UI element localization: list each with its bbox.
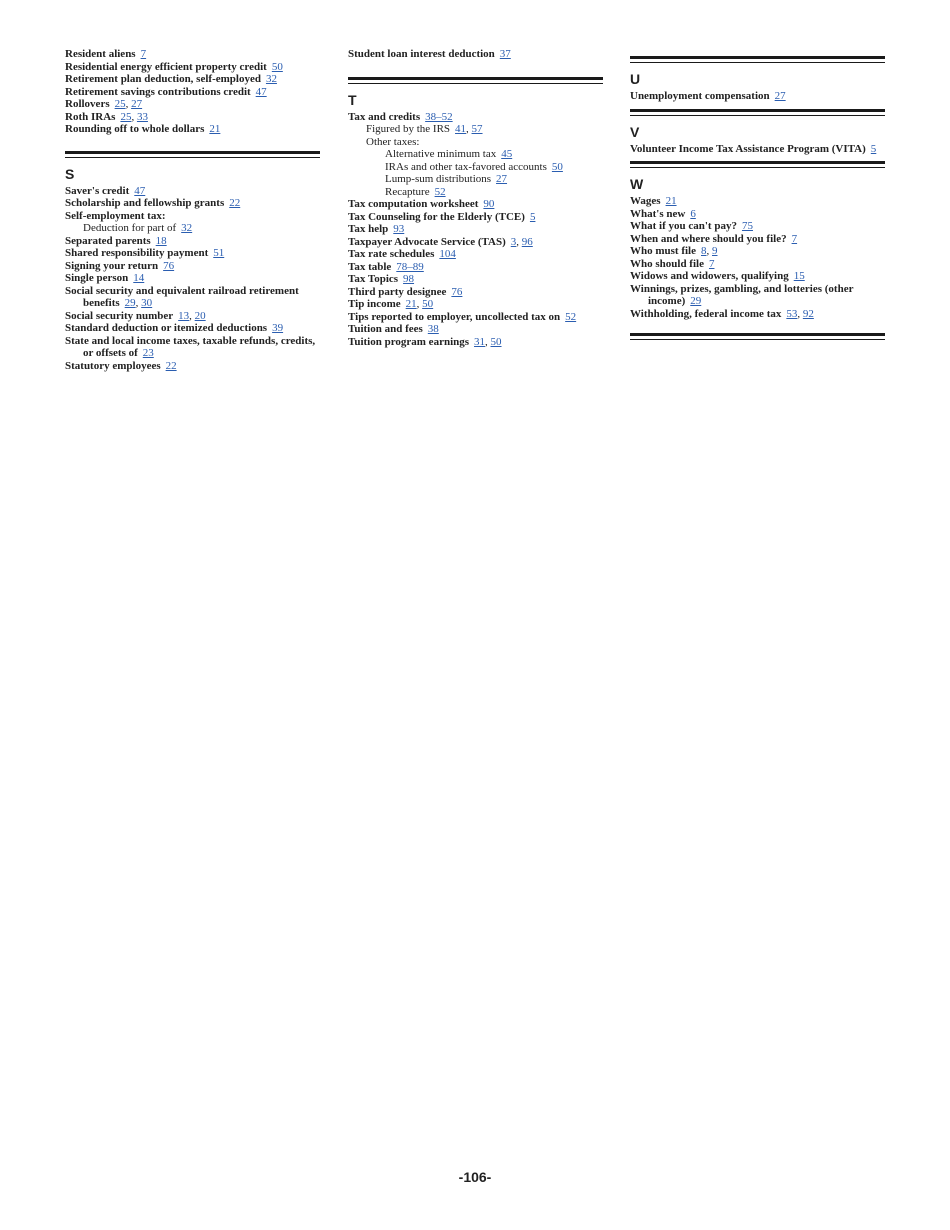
index-term: Standard deduction or itemized deductions — [65, 322, 268, 334]
section-divider — [630, 56, 885, 63]
page-link[interactable]: 14 — [133, 272, 145, 284]
index-term: Tuition and fees — [348, 323, 423, 335]
page-link[interactable]: 22 — [229, 197, 241, 209]
index-term: Recapture — [385, 185, 430, 198]
index-entry — [348, 336, 603, 349]
index-term: Shared responsibility payment — [65, 247, 209, 259]
page-link[interactable]: 21 — [665, 195, 677, 207]
index-term: Tips reported to employer, uncollected tax on — [348, 310, 561, 323]
page-references — [530, 211, 536, 223]
index-entry — [630, 233, 885, 246]
index-entry — [348, 298, 603, 311]
index-entry — [348, 111, 603, 124]
page-link[interactable]: 8 — [701, 245, 707, 257]
page-references — [439, 248, 456, 260]
index-term: Statutory employees — [65, 359, 161, 372]
page-link[interactable]: 5 — [529, 210, 536, 223]
page-references — [393, 223, 404, 235]
index-entry — [348, 173, 603, 186]
page-references: 41, 57 — [455, 123, 483, 135]
page-link[interactable]: 92 — [802, 307, 814, 320]
page-references — [496, 173, 507, 185]
index-term: Tax Topics — [348, 273, 399, 285]
page-link[interactable]: 76 — [163, 259, 175, 272]
page-references: 21, 50 — [405, 298, 434, 310]
page-link[interactable]: 7 — [708, 257, 715, 270]
index-entry — [348, 211, 603, 224]
page-link[interactable]: 7 — [140, 48, 147, 60]
page-references — [871, 143, 877, 155]
section-divider — [630, 333, 885, 340]
page-link[interactable]: 33 — [136, 110, 148, 123]
index-entry — [348, 186, 603, 199]
page-references — [435, 186, 446, 198]
page-link[interactable]: 13 — [178, 309, 190, 322]
page-link[interactable]: 52 — [565, 310, 577, 323]
page-link[interactable]: 15 — [793, 270, 805, 282]
page-link[interactable]: 25 — [120, 110, 132, 123]
page-link[interactable]: 27 — [131, 98, 143, 110]
index-term: Figured by the IRS — [366, 123, 451, 135]
page-number: -106- — [458, 1169, 492, 1185]
page-link[interactable]: 50 — [271, 60, 283, 73]
page-references — [565, 311, 576, 323]
page-link[interactable]: 93 — [393, 223, 405, 235]
index-term: Withholding, federal income tax — [630, 307, 782, 320]
page-link[interactable]: 50 — [422, 298, 434, 310]
page-link[interactable]: 30 — [141, 297, 153, 309]
page-references: 25, 33 — [120, 110, 148, 123]
index-term: Alternative minimum tax — [385, 148, 497, 160]
index-entry — [630, 208, 885, 221]
index-term: Volunteer Income Tax Assistance Program (VITA) — [630, 142, 866, 155]
page-references — [500, 48, 511, 60]
index-term: Student loan interest deduction — [348, 48, 495, 60]
page-references: 13, 20 — [178, 309, 206, 322]
index-term: Scholarship and fellowship grants — [65, 197, 225, 209]
index-term: Social security number — [65, 309, 174, 322]
page-link[interactable]: 98 — [403, 273, 415, 285]
page-link[interactable]: 32 — [265, 73, 277, 85]
page-references — [501, 148, 512, 160]
page-references — [690, 208, 696, 220]
index-entry — [630, 143, 885, 156]
page-references — [256, 86, 267, 98]
section-letter-v: V — [630, 123, 640, 140]
index-term: Tax computation worksheet — [348, 198, 479, 210]
page-references: 53, 92 — [786, 307, 814, 320]
index-entry — [630, 270, 885, 283]
page-link[interactable]: 39 — [272, 322, 284, 334]
index-entry — [630, 220, 885, 233]
index-entry — [65, 197, 320, 210]
index-entry — [65, 185, 320, 198]
page-references — [428, 323, 439, 335]
page-link[interactable]: 21 — [209, 123, 221, 135]
page-references — [666, 195, 677, 207]
page-references — [229, 197, 240, 209]
index-column-2 — [348, 48, 603, 348]
page-references — [166, 360, 177, 372]
index-entry — [348, 198, 603, 211]
index-entry — [65, 360, 320, 373]
index-entry — [65, 111, 320, 124]
section-divider — [630, 161, 885, 168]
page-references: 3, 96 — [510, 235, 533, 248]
page-link[interactable]: 51 — [213, 247, 225, 259]
index-term: Saver's credit — [65, 184, 130, 197]
page-link[interactable]: 78–89 — [396, 260, 424, 273]
index-term: Resident aliens — [65, 48, 136, 60]
page-references — [272, 61, 283, 73]
index-entry — [348, 161, 603, 174]
page-link[interactable]: 29 — [124, 297, 136, 309]
page-references — [552, 161, 563, 173]
index-entry — [348, 311, 603, 324]
page-references — [451, 286, 462, 298]
index-term: Tax Counseling for the Elderly (TCE) — [348, 210, 525, 223]
page-references: 31, 50 — [474, 335, 502, 348]
index-entry — [65, 260, 320, 273]
page-link[interactable]: 47 — [134, 184, 146, 197]
page-references: 8, 9 — [701, 245, 718, 257]
page-references — [709, 258, 715, 270]
page-link[interactable]: 6 — [690, 207, 696, 220]
index-term: Self-employment tax: — [65, 209, 166, 222]
section-letter-u: U — [630, 71, 641, 87]
index-entry — [65, 272, 320, 285]
index-entry — [65, 48, 320, 61]
section-divider — [630, 109, 885, 116]
page-link[interactable]: 9 — [712, 245, 718, 257]
page-link[interactable]: 38–52 — [425, 110, 453, 123]
page-references — [209, 123, 220, 135]
index-entry — [65, 86, 320, 99]
index-entry — [65, 285, 320, 310]
index-term: Residential energy efficient property credit — [65, 60, 267, 73]
index-term: Tax table — [348, 260, 392, 273]
page-link[interactable]: 27 — [774, 90, 786, 102]
page-references — [403, 273, 414, 285]
page-link[interactable]: 20 — [194, 309, 206, 322]
page-references — [792, 233, 798, 245]
index-entry — [65, 335, 320, 360]
index-term: What if you can't pay? — [630, 220, 737, 232]
page-references — [794, 270, 805, 282]
index-term: What's new — [630, 207, 686, 220]
index-entry — [630, 90, 885, 103]
index-term: Tax help — [348, 223, 389, 235]
page-link[interactable]: 52 — [434, 185, 446, 198]
index-entry — [65, 222, 320, 235]
page-link[interactable]: 90 — [483, 198, 495, 210]
index-term: IRAs and other tax-favored accounts — [385, 160, 547, 173]
index-term: Retirement savings contributions credit — [65, 85, 251, 98]
page-link[interactable]: 3 — [510, 235, 517, 248]
page-link[interactable]: 22 — [165, 359, 177, 372]
page-link[interactable]: 96 — [521, 235, 533, 248]
index-entry — [65, 98, 320, 111]
index-entry — [348, 48, 603, 61]
page-link[interactable]: 47 — [255, 85, 267, 98]
page-link[interactable]: 75 — [741, 220, 753, 232]
page-link[interactable]: 57 — [471, 123, 483, 135]
index-term: Taxpayer Advocate Service (TAS) — [348, 235, 506, 248]
index-entry — [65, 310, 320, 323]
page-references — [133, 272, 144, 284]
page-link[interactable]: 37 — [499, 48, 511, 60]
index-entry — [65, 235, 320, 248]
section-letter-s: S — [65, 165, 75, 182]
index-term: Wages — [630, 195, 661, 207]
index-entry — [630, 245, 885, 258]
index-entry — [65, 322, 320, 335]
index-entry — [65, 210, 320, 223]
index-entry — [65, 247, 320, 260]
page-link[interactable]: 32 — [181, 222, 193, 234]
index-term: Separated parents — [65, 234, 151, 247]
section-divider — [65, 151, 320, 158]
index-term: Widows and widowers, qualifying — [630, 270, 789, 282]
index-entry — [348, 148, 603, 161]
page-link[interactable]: 53 — [786, 307, 798, 320]
page-references — [396, 261, 424, 273]
page-references — [425, 111, 453, 123]
page-references — [266, 73, 277, 85]
index-entry — [348, 123, 603, 136]
index-term: When and where should you file? — [630, 232, 787, 245]
page-link[interactable]: 27 — [496, 173, 508, 185]
page-references — [483, 198, 494, 210]
section-letter-t: T — [348, 91, 357, 108]
section-letter-w: W — [630, 176, 644, 192]
index-entry — [65, 123, 320, 136]
index-entry — [348, 248, 603, 261]
index-entry — [630, 195, 885, 208]
index-term: Unemployment compensation — [630, 90, 770, 102]
index-entry — [348, 223, 603, 236]
index-term: Tip income — [348, 298, 401, 310]
page-references — [690, 295, 701, 307]
page-link[interactable]: 45 — [501, 148, 513, 160]
index-term: Winnings, prizes, gambling, and lotteries (other income) — [630, 282, 854, 307]
page-link[interactable]: 38 — [427, 323, 439, 335]
page-link[interactable]: 50 — [490, 335, 502, 348]
index-term: Lump-sum distributions — [385, 173, 492, 185]
index-entry — [348, 273, 603, 286]
index-term: Who must file — [630, 245, 696, 257]
index-entry — [65, 73, 320, 86]
page-references — [141, 48, 147, 60]
page-references — [156, 235, 167, 247]
page-link[interactable]: 31 — [474, 335, 486, 348]
index-term: Social security and equivalent railroad retirement benefits — [65, 284, 299, 309]
page-references — [143, 347, 154, 359]
index-entry — [348, 323, 603, 336]
page-references — [163, 260, 174, 272]
index-entry — [630, 258, 885, 271]
index-entry — [348, 236, 603, 249]
index-term: Tax rate schedules — [348, 248, 435, 260]
page-link[interactable]: 41 — [455, 123, 467, 135]
index-term: Third party designee — [348, 285, 447, 298]
index-term: Deduction for part of — [83, 222, 177, 234]
index-entry — [630, 283, 885, 308]
page-link[interactable]: 29 — [690, 295, 702, 307]
page-references — [213, 247, 224, 259]
page-references: 25, 27 — [114, 98, 143, 110]
page-link[interactable]: 50 — [551, 160, 563, 173]
index-term: Tax and credits — [348, 110, 421, 123]
index-term: Signing your return — [65, 259, 159, 272]
page-references — [181, 222, 192, 234]
index-term: Retirement plan deduction, self-employed — [65, 73, 261, 85]
page-link[interactable]: 7 — [791, 232, 798, 245]
page-references: 29, 30 — [124, 297, 153, 309]
page-link[interactable]: 104 — [439, 248, 456, 260]
index-term: Other taxes: — [366, 135, 420, 148]
page-references — [272, 322, 283, 334]
index-term: Rollovers — [65, 98, 110, 110]
page-link[interactable]: 5 — [870, 142, 877, 155]
index-entry — [348, 286, 603, 299]
index-term: Roth IRAs — [65, 110, 116, 123]
index-entry — [348, 261, 603, 274]
page-link[interactable]: 25 — [114, 98, 126, 110]
page-references — [134, 185, 145, 197]
index-entry — [348, 136, 603, 149]
page-link[interactable]: 23 — [142, 347, 154, 359]
index-entry — [630, 308, 885, 321]
page-references — [742, 220, 753, 232]
page-references — [775, 90, 786, 102]
page-link[interactable]: 18 — [155, 234, 167, 247]
index-term: Tuition program earnings — [348, 335, 470, 348]
page-link[interactable]: 76 — [451, 285, 463, 298]
index-term: Single person — [65, 272, 129, 284]
index-entry — [65, 61, 320, 74]
section-divider — [348, 77, 603, 84]
index-term: State and local income taxes, taxable refunds, credits, or offsets of — [65, 334, 316, 359]
index-term: Rounding off to whole dollars — [65, 123, 205, 135]
index-column-1 — [65, 48, 320, 372]
index-term: Who should file — [630, 257, 704, 270]
index-column-3 — [630, 48, 885, 340]
page-link[interactable]: 21 — [405, 298, 417, 310]
